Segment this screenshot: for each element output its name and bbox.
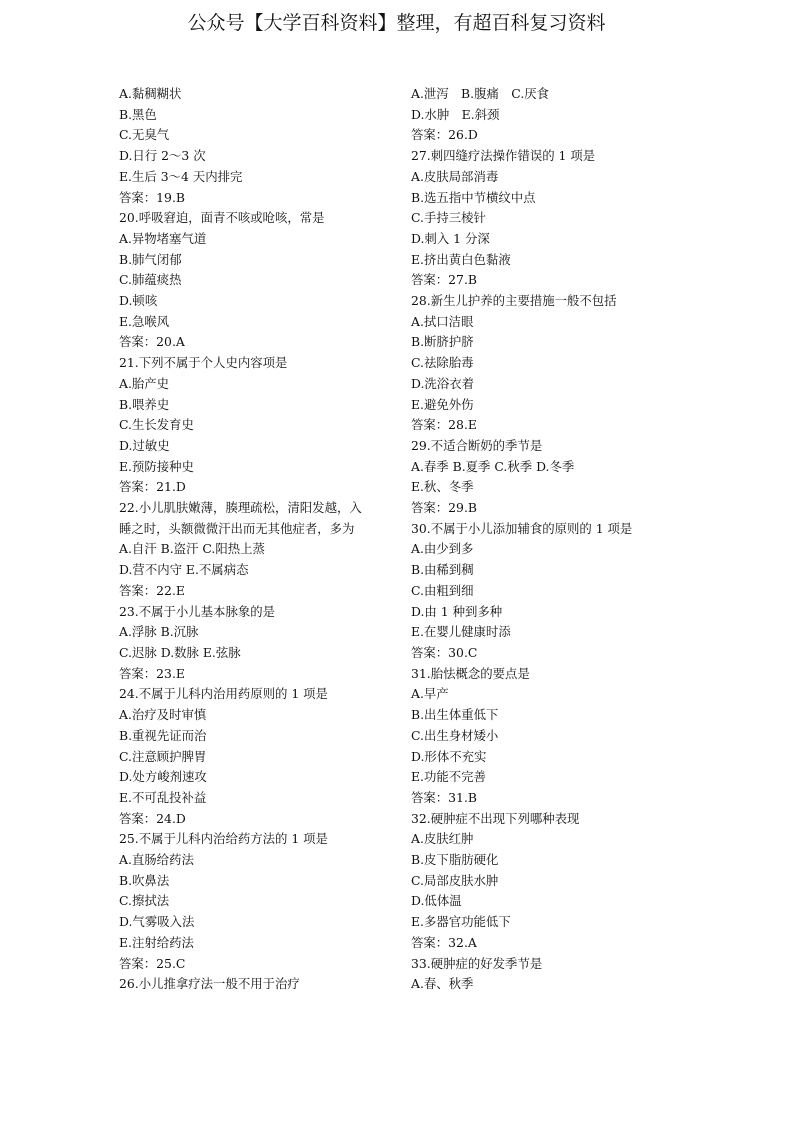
text-line: A.异物堵塞气道: [119, 230, 207, 246]
text-line: C.局部皮肤水肿: [411, 872, 499, 888]
text-line: A.早产: [411, 686, 449, 702]
text-line: E.不可乱投补益: [119, 789, 207, 805]
text-line: A.皮肤局部消毒: [411, 168, 499, 184]
text-line: C.注意顾护脾胃: [119, 748, 207, 764]
text-line: B.黑色: [119, 106, 157, 122]
text-line: A.春、秋季: [411, 976, 474, 992]
text-line: C.由粗到细: [411, 582, 474, 598]
text-line: 答案：23.E: [119, 665, 185, 681]
text-line: B.由稀到稠: [411, 562, 474, 578]
text-line: A.浮脉 B.沉脉: [119, 624, 199, 640]
text-line: A.拭口洁眼: [411, 313, 474, 329]
text-line: D.低体温: [411, 893, 462, 909]
text-line: 答案：28.E: [411, 417, 477, 433]
text-line: 答案：30.C: [411, 644, 478, 660]
text-line: 答案：19.B: [119, 189, 185, 205]
text-line: 21.下列不属于个人史内容项是: [119, 355, 288, 371]
text-line: B.出生体重低下: [411, 707, 499, 723]
text-line: D.刺入 1 分深: [411, 230, 490, 246]
text-line: E.在婴儿健康时添: [411, 624, 511, 640]
text-line: A.由少到多: [411, 541, 474, 557]
text-line: D.由 1 种到多种: [411, 603, 503, 619]
text-line: B.肺气闭郁: [119, 251, 182, 267]
text-line: 24.不属于儿科内治用药原则的 1 项是: [119, 686, 328, 702]
text-line: B.重视先证而治: [119, 727, 207, 743]
text-line: 答案：21.D: [119, 479, 186, 495]
text-line: 睡之时，头额微微汗出而无其他症者，多为: [119, 520, 355, 536]
text-line: A.自汗 B.盗汗 C.阳热上蒸: [119, 541, 265, 557]
text-line: 32.硬肿症不出现下列哪种表现: [411, 810, 580, 826]
text-line: 23.不属于小儿基本脉象的是: [119, 603, 276, 619]
text-line: C.手持三棱针: [411, 210, 486, 226]
text-line: C.肺蕴痰热: [119, 272, 182, 288]
text-line: E.预防接种史: [119, 458, 194, 474]
text-line: 27.刺四缝疗法操作错误的 1 项是: [411, 148, 596, 164]
text-line: 20.呼吸窘迫，面青不咳或呛咳，常是: [119, 210, 325, 226]
text-line: 28.新生儿护养的主要措施一般不包括: [411, 293, 617, 309]
text-line: 30.不属于小儿添加辅食的原则的 1 项是: [411, 520, 633, 536]
text-line: D.处方峻剂速攻: [119, 769, 207, 785]
text-line: B.选五指中节横纹中点: [411, 189, 536, 205]
text-line: 答案：27.B: [411, 272, 477, 288]
text-line: A.黏稠糊状: [119, 86, 182, 101]
text-line: C.出生身材矮小: [411, 727, 499, 743]
text-line: E.生后 3～4 天内排完: [119, 168, 243, 184]
text-line: 答案：32.A: [411, 934, 477, 950]
text-line: A.直肠给药法: [119, 852, 194, 868]
text-line: E.秋、冬季: [411, 479, 474, 495]
text-line: 答案：25.C: [119, 955, 186, 971]
text-line: E.急喉风: [119, 313, 170, 329]
text-line: E.避免外伤: [411, 396, 474, 412]
text-line: E.注射给药法: [119, 934, 194, 950]
text-line: 答案：20.A: [119, 334, 185, 350]
text-line: 答案：29.B: [411, 500, 477, 516]
text-line: D.形体不充实: [411, 748, 487, 764]
text-line: D.日行 2～3 次: [119, 148, 206, 164]
text-line: C.生长发育史: [119, 417, 194, 433]
text-line: 答案：24.D: [119, 810, 186, 826]
text-line: D.营不内守 E.不属病态: [119, 562, 249, 578]
right-column: [411, 84, 681, 995]
text-line: B.皮下脂肪硬化: [411, 852, 499, 868]
text-line: 31.胎怯概念的要点是: [411, 665, 530, 681]
text-line: C.擦拭法: [119, 893, 170, 909]
text-line: 29.不适合断奶的季节是: [411, 437, 543, 453]
text-line: 答案：26.D: [411, 127, 478, 143]
text-line: 答案：31.B: [411, 789, 477, 805]
text-line: D.过敏史: [119, 437, 170, 453]
text-line: C.迟脉 D.数脉 E.弦脉: [119, 644, 241, 660]
left-column: [119, 84, 389, 995]
text-line: 33.硬肿症的好发季节是: [411, 955, 543, 971]
text-line: A.胎产史: [119, 375, 170, 391]
text-line: B.吹鼻法: [119, 872, 170, 888]
text-line: 答案：22.E: [119, 582, 185, 598]
text-line: A.春季 B.夏季 C.秋季 D.冬季: [411, 458, 575, 474]
text-line: B.喂养史: [119, 396, 170, 412]
text-line: C.无臭气: [119, 127, 170, 143]
text-line: E.功能不完善: [411, 769, 486, 785]
text-line: D.洗浴衣着: [411, 375, 474, 391]
text-line: E.挤出黄白色黏液: [411, 251, 511, 267]
text-line: 26.小儿推拿疗法一般不用于治疗: [119, 976, 300, 992]
text-line: D.气雾吸入法: [119, 914, 195, 930]
text-line: 22.小儿肌肤嫩薄，腠理疏松，清阳发越，入: [119, 500, 362, 516]
text-line: A.皮肤红肿: [411, 831, 474, 847]
text-line: 25.不属于儿科内治给药方法的 1 项是: [119, 831, 328, 847]
text-line: E.多器官功能低下: [411, 914, 511, 930]
text-line: C.祛除胎毒: [411, 355, 474, 371]
text-line: D.水肿 E.斜颈: [411, 106, 500, 122]
page-header-title: 公众号【大学百科资料】整理，有超百科复习资料: [187, 12, 606, 34]
text-line: B.断脐护脐: [411, 334, 474, 350]
text-line: A.治疗及时审慎: [119, 707, 207, 723]
text-line: A.泄泻 B.腹痛 C.厌食: [411, 86, 550, 101]
text-line: D.顿咳: [119, 293, 158, 309]
